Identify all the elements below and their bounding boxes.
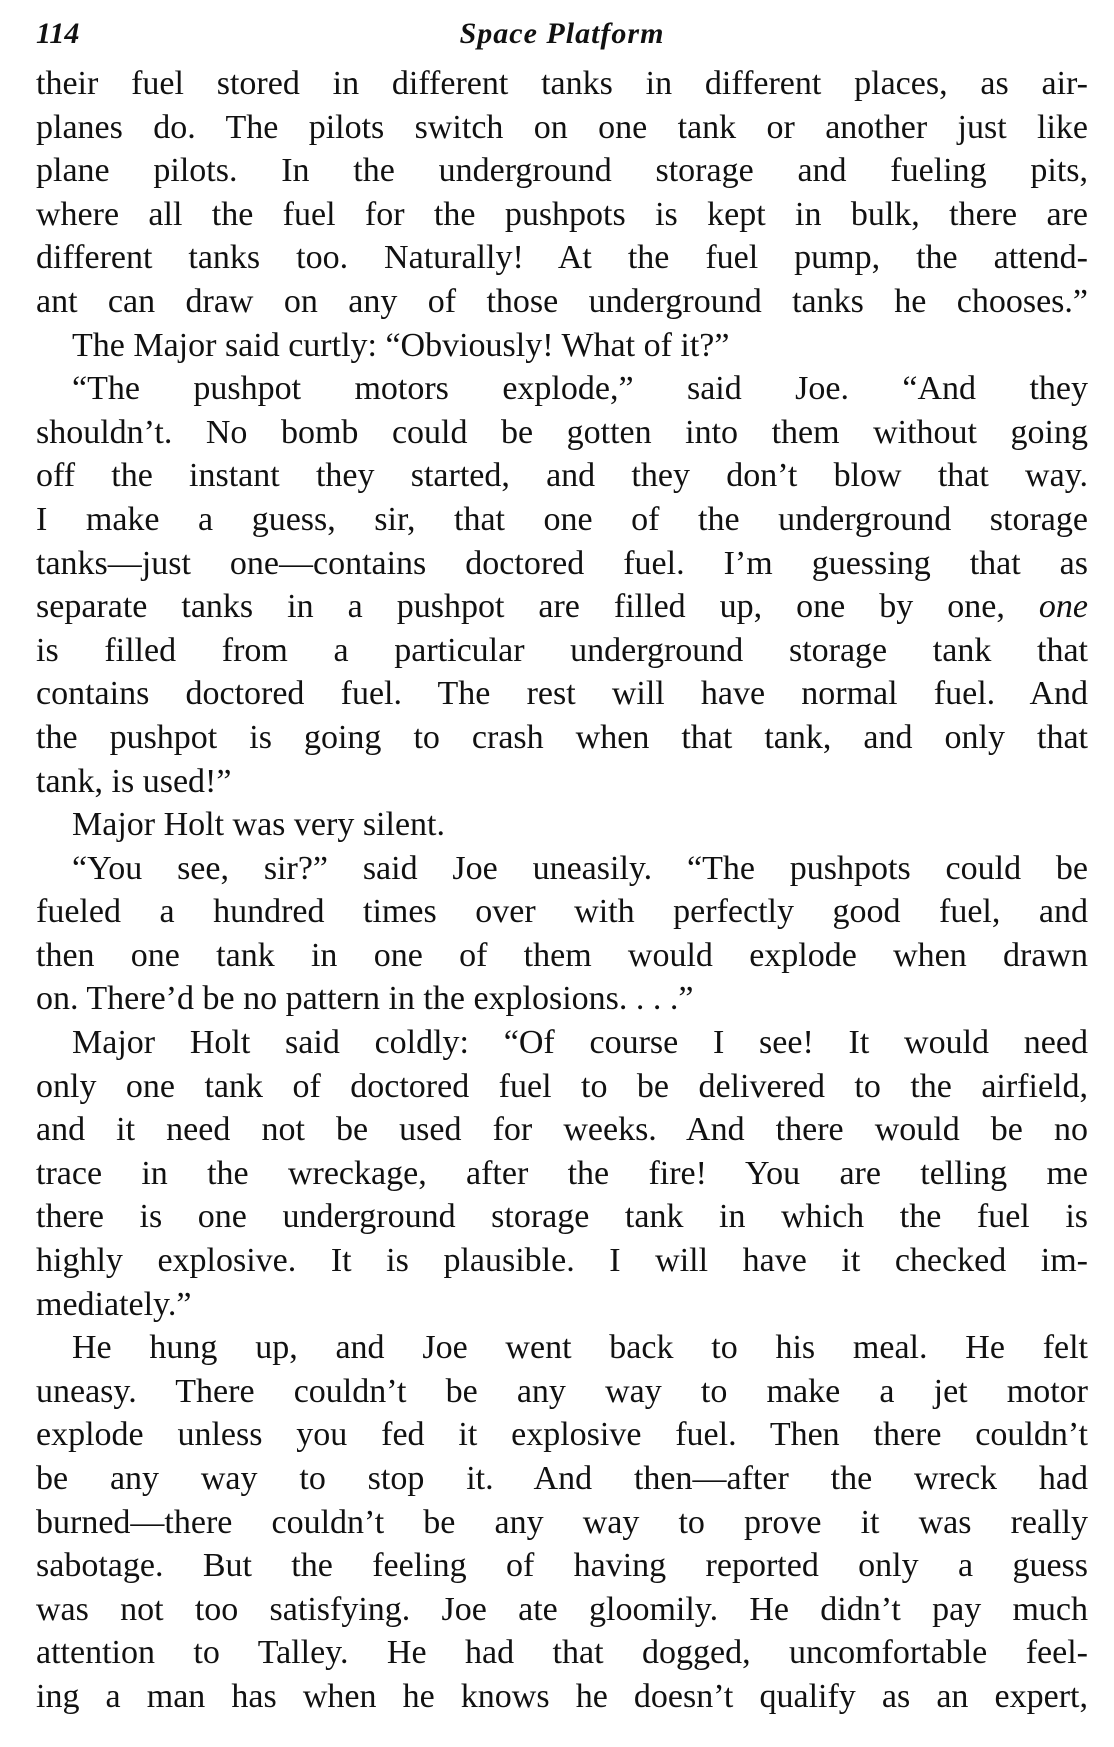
text-line: planes do. The pilots switch on one tank or another just like: [36, 108, 1088, 146]
text-line: be any way to stop it. And then—after the wreck had: [36, 1460, 1088, 1497]
text-line: different tanks too. Naturally! At the fuel pump, the attend-: [36, 239, 1088, 277]
text-line: “The pushpot motors explode,” said Joe. “And they: [72, 370, 1088, 408]
text-line: burned—there couldn’t be any way to prove it was really: [36, 1503, 1088, 1541]
text-line: contains doctored fuel. The rest will have normal fuel. And: [36, 675, 1088, 713]
text-line: and it need not be used for weeks. And there would be no: [36, 1111, 1088, 1149]
text-line: ant can draw on any of those underground tanks he chooses.”: [36, 282, 1088, 320]
text-line: tank, is used!”: [36, 762, 232, 800]
running-head: Space Platform: [459, 17, 665, 50]
text-line: He hung up, and Joe went back to his meal. He felt: [72, 1329, 1088, 1367]
page-header: [36, 12, 1088, 56]
text-line: off the instant they started, and they don’t blow that way.: [36, 457, 1088, 495]
text-line: then one tank in one of them would explode when drawn: [36, 936, 1088, 974]
text-line: is filled from a particular underground storage tank that: [36, 631, 1088, 669]
text-line: only one tank of doctored fuel to be delivered to the airfield,: [36, 1067, 1088, 1105]
text-line: plane pilots. In the underground storage and fueling pits,: [36, 152, 1088, 190]
text-line: highly explosive. It is plausible. I will have it checked im-: [36, 1242, 1088, 1280]
text-line: attention to Talley. He had that dogged, uncomfortable feel-: [36, 1634, 1088, 1672]
text-line: the pushpot is going to crash when that tank, and only that: [36, 718, 1088, 756]
text-line: there is one underground storage tank in which the fuel is: [36, 1198, 1088, 1236]
body-text: [36, 62, 1088, 1719]
text-line: was not too satisfying. Joe ate gloomily. He didn’t pay much: [36, 1590, 1088, 1628]
text-line: explode unless you fed it explosive fuel. Then there couldn’t: [36, 1416, 1088, 1454]
text-line: I make a guess, sir, that one of the underground storage: [36, 500, 1088, 538]
text-line: their fuel stored in different tanks in different places, as air-: [36, 65, 1088, 102]
text-line: ing a man has when he knows he doesn’t qualify as an expert,: [36, 1677, 1088, 1715]
text-line: shouldn’t. No bomb could be gotten into them without going: [36, 413, 1088, 451]
text-line: where all the fuel for the pushpots is kept in bulk, there are: [36, 195, 1088, 233]
text-line: separate tanks in a pushpot are filled up, one by one, one: [36, 588, 1088, 626]
text-line: “You see, sir?” said Joe uneasily. “The pushpots could be: [72, 849, 1088, 887]
text-line: Major Holt was very silent.: [72, 806, 445, 844]
text-line: Major Holt said coldly: “Of course I see! It would need: [72, 1024, 1088, 1062]
text-line: fueled a hundred times over with perfectly good fuel, and: [36, 893, 1088, 931]
emphasis: one: [1038, 588, 1088, 626]
text-line: trace in the wreckage, after the fire! You are telling me: [36, 1154, 1088, 1192]
text-line: sabotage. But the feeling of having reported only a guess: [36, 1547, 1088, 1585]
text-line: uneasy. There couldn’t be any way to make a jet motor: [36, 1372, 1088, 1410]
text-line: on. There’d be no pattern in the explosions. . . .”: [36, 980, 694, 1018]
text-line: The Major said curtly: “Obviously! What of it?”: [72, 326, 730, 364]
text-line: mediately.”: [36, 1285, 192, 1323]
text-line: tanks—just one—contains doctored fuel. I’m guessing that as: [36, 544, 1088, 582]
page-number: 114: [36, 17, 80, 50]
